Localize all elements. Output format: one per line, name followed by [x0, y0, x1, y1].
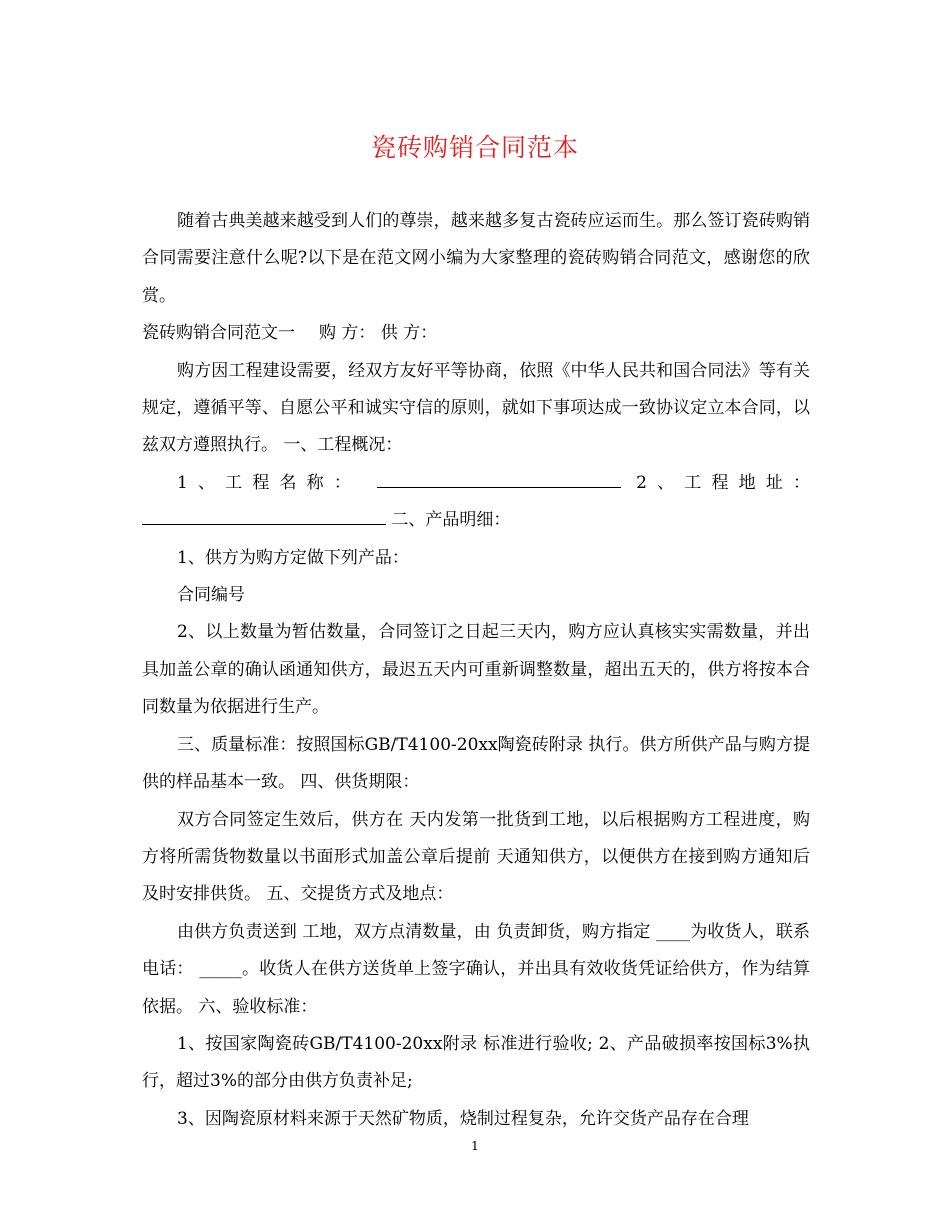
- document-title: 瓷砖购销合同范本: [370, 133, 579, 162]
- intro-paragraph: 随着古典美越来越受到人们的尊崇，越来越多复古瓷砖应运而生。那么签订瓷砖购销合同需要注意什么呢?以下是在范文网小编为大家整理的瓷砖购销合同范文，感谢您的欣赏。: [142, 211, 810, 306]
- paragraph-10: 3、因陶瓷原材料来源于天然矿物质，烧制过程复杂，允许交货产品存在合理: [177, 1108, 749, 1129]
- document-body: [142, 203, 810, 1138]
- paragraph-4: 合同编号: [177, 585, 245, 606]
- paragraph-3: 1、供方为购方定做下列产品：: [177, 547, 409, 568]
- paragraph-2: [142, 465, 810, 540]
- paragraph-7: 双方合同签定生效后，供方在 天内发第一批货到工地，以后根据购方工程进度，购方将所需货物数量以书面形式加盖公章后提前 天通知供方，以便供方在接到购方通知后及时安排供货。 五、交提货方式及地点：: [142, 809, 810, 905]
- contract-sample-heading: 瓷砖购销合同范文一: [142, 323, 295, 344]
- paragraph-6: 三、质量标准：按照国标GB/T4100-20xx陶瓷砖附录 执行。供方所供产品与购方提供的样品基本一致。 四、供货期限：: [142, 734, 810, 793]
- section-heading-line: [142, 315, 810, 352]
- paragraph-8: 由供方负责送到 工地，双方点清数量，由 负责卸货，购方指定 ____为收货人，联系电话： _____。收货人在供方送货单上签字确认，并出具有效收货凭证给供方，作为结算依据。 六、验收标准：: [142, 921, 810, 1017]
- paragraph-9: 1、按国家陶瓷砖GB/T4100-20xx附录 标准进行验收; 2、产品破损率按国标3%执行，超过3%的部分由供方负责补足;: [142, 1033, 810, 1092]
- project-name-blank: [377, 472, 621, 488]
- project-name-label: 1、工程名称：: [177, 472, 361, 493]
- project-address-label: 2、工程地址：: [636, 472, 810, 493]
- page-number: 1: [471, 1139, 479, 1153]
- parties-line: 购 方： 供 方：: [319, 323, 438, 344]
- paragraph-5: 2、以上数量为暂估数量，合同签订之日起三天内，购方应认真核实实需数量，并出具加盖公章的确认函通知供方，最迟五天内可重新调整数量，超出五天的，供方将按本合同数量为依据进行生产。: [142, 622, 810, 718]
- product-details-heading: 二、产品明细：: [391, 510, 511, 531]
- project-address-blank: [142, 509, 386, 525]
- paragraph-1: 购方因工程建设需要，经双方友好平等协商，依照《中华人民共和国合同法》等有关规定，遵循平等、自愿公平和诚实守信的原则，就如下事项达成一致协议定立本合同，以兹双方遵照执行。 一、工程概况：: [142, 360, 810, 456]
